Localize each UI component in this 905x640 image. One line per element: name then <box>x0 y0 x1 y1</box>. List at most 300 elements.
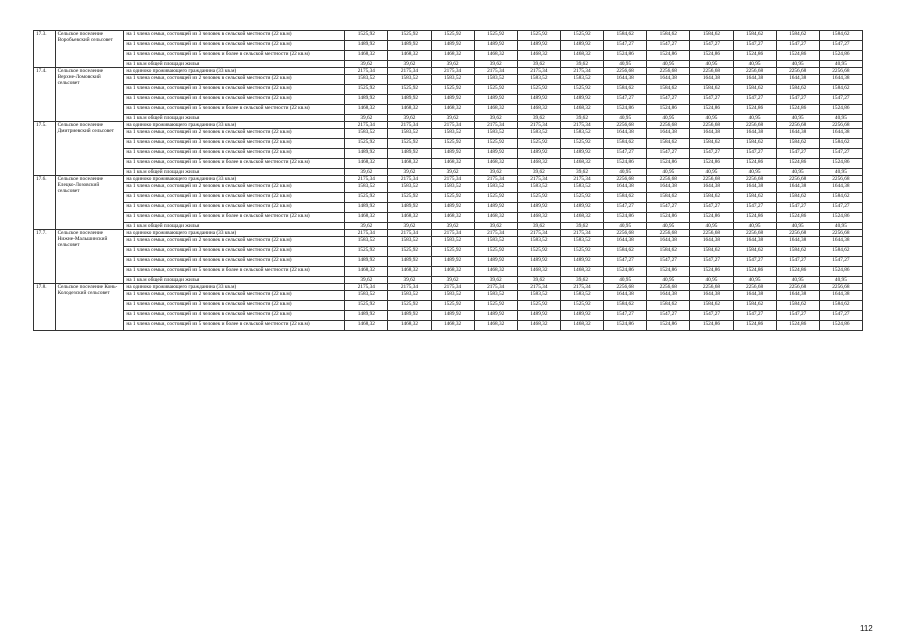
value-cell: 40,95 <box>690 115 733 122</box>
value-cell: 1584,62 <box>647 193 690 203</box>
category-label: на одиноко проживающего гражданина (33 кв.м) <box>124 122 345 129</box>
value-cell: 1583,52 <box>560 291 603 301</box>
value-cell: 39,62 <box>345 169 388 176</box>
value-cell: 2256,68 <box>776 122 819 129</box>
value-cell: 1583,52 <box>560 75 603 85</box>
table-row <box>34 267 863 277</box>
value-cell: 2256,68 <box>647 122 690 129</box>
section-number: 17.4. <box>34 68 56 122</box>
value-cell: 39,62 <box>388 169 431 176</box>
value-cell: 2175,34 <box>517 284 560 291</box>
table-row <box>34 284 863 291</box>
value-cell: 1583,52 <box>560 129 603 139</box>
value-cell: 2256,68 <box>647 68 690 75</box>
value-cell: 1584,62 <box>776 301 819 311</box>
value-cell: 2256,68 <box>690 122 733 129</box>
table-row <box>34 61 863 68</box>
value-cell: 2256,68 <box>690 284 733 291</box>
value-cell: 1547,27 <box>733 95 776 105</box>
category-label: на 1 члена семьи, состоящей из 5 человек и более в сельской местности (22 кв.м) <box>124 159 345 169</box>
value-cell: 2256,68 <box>776 176 819 183</box>
value-cell: 2256,68 <box>647 176 690 183</box>
value-cell: 1584,62 <box>819 247 862 257</box>
value-cell: 39,62 <box>474 277 517 284</box>
value-cell: 1525,92 <box>517 301 560 311</box>
value-cell: 1584,62 <box>690 85 733 95</box>
value-cell: 39,62 <box>560 115 603 122</box>
value-cell: 40,95 <box>776 61 819 68</box>
value-cell: 1489,92 <box>517 311 560 321</box>
category-label: на 1 члена семьи, состоящей из 5 человек и более в сельской местности (22 кв.м) <box>124 105 345 115</box>
value-cell: 40,95 <box>647 61 690 68</box>
table-row <box>34 149 863 159</box>
value-cell: 1468,32 <box>345 159 388 169</box>
value-cell: 40,95 <box>819 115 862 122</box>
value-cell: 40,95 <box>776 169 819 176</box>
table-row <box>34 277 863 284</box>
value-cell: 2256,68 <box>604 176 647 183</box>
value-cell: 1525,92 <box>345 31 388 41</box>
value-cell: 1468,32 <box>431 51 474 61</box>
value-cell: 1525,92 <box>388 301 431 311</box>
category-label: на 1 кв.м общей площади жилья <box>124 277 345 284</box>
table-row <box>34 41 863 51</box>
value-cell: 1584,62 <box>604 85 647 95</box>
value-cell: 2175,34 <box>431 122 474 129</box>
value-cell: 1644,38 <box>690 129 733 139</box>
value-cell: 39,62 <box>474 61 517 68</box>
value-cell: 1525,92 <box>560 139 603 149</box>
value-cell: 39,62 <box>474 223 517 230</box>
value-cell: 2256,68 <box>776 230 819 237</box>
value-cell: 1489,92 <box>345 95 388 105</box>
value-cell: 40,95 <box>690 277 733 284</box>
value-cell: 1524,86 <box>604 51 647 61</box>
value-cell: 1584,62 <box>819 31 862 41</box>
value-cell: 1547,27 <box>819 95 862 105</box>
category-label: на 1 члена семьи, состоящей из 4 человек в сельской местности (22 кв.м) <box>124 311 345 321</box>
value-cell: 1468,32 <box>517 267 560 277</box>
value-cell: 2175,34 <box>345 68 388 75</box>
value-cell: 1583,52 <box>517 183 560 193</box>
value-cell: 1644,38 <box>690 291 733 301</box>
table-row <box>34 176 863 183</box>
value-cell: 39,62 <box>431 223 474 230</box>
value-cell: 1525,92 <box>517 193 560 203</box>
value-cell: 1489,92 <box>345 149 388 159</box>
value-cell: 1525,92 <box>517 85 560 95</box>
value-cell: 1584,62 <box>819 193 862 203</box>
value-cell: 2175,34 <box>388 284 431 291</box>
category-label: на одиноко проживающего гражданина (33 кв.м) <box>124 68 345 75</box>
value-cell: 1468,32 <box>345 321 388 331</box>
value-cell: 40,95 <box>604 277 647 284</box>
value-cell: 1525,92 <box>560 31 603 41</box>
value-cell: 1524,86 <box>690 105 733 115</box>
value-cell: 1584,62 <box>690 139 733 149</box>
value-cell: 1489,92 <box>560 149 603 159</box>
value-cell: 40,95 <box>647 169 690 176</box>
value-cell: 1524,86 <box>604 267 647 277</box>
value-cell: 1489,92 <box>474 41 517 51</box>
value-cell: 1525,92 <box>388 139 431 149</box>
value-cell: 40,95 <box>819 277 862 284</box>
category-label: на 1 члена семьи, состоящей из 3 человек в сельской местности (22 кв.м) <box>124 139 345 149</box>
settlement-name: Сельское поселение Конь-Колодезский сельсовет <box>55 284 124 331</box>
value-cell: 1489,92 <box>474 203 517 213</box>
settlement-name: Сельское поселение Елецко-Лозовский сельсовет <box>55 176 124 230</box>
value-cell: 1468,32 <box>560 321 603 331</box>
value-cell: 40,95 <box>604 61 647 68</box>
category-label: на 1 члена семьи, состоящей из 2 человек в сельской местности (22 кв.м) <box>124 291 345 301</box>
value-cell: 1644,38 <box>690 183 733 193</box>
value-cell: 39,62 <box>345 223 388 230</box>
value-cell: 40,95 <box>690 223 733 230</box>
value-cell: 2175,34 <box>345 284 388 291</box>
value-cell: 1583,52 <box>431 237 474 247</box>
value-cell: 1584,62 <box>733 301 776 311</box>
value-cell: 40,95 <box>604 169 647 176</box>
value-cell: 2256,68 <box>819 68 862 75</box>
value-cell: 1547,27 <box>776 95 819 105</box>
value-cell: 2175,34 <box>388 68 431 75</box>
value-cell: 1583,52 <box>388 129 431 139</box>
value-cell: 1524,86 <box>690 321 733 331</box>
table-row <box>34 257 863 267</box>
value-cell: 1489,92 <box>560 41 603 51</box>
category-label: на 1 члена семьи, состоящей из 4 человек в сельской местности (22 кв.м) <box>124 95 345 105</box>
value-cell: 1547,27 <box>690 149 733 159</box>
value-cell: 1524,86 <box>819 267 862 277</box>
value-cell: 1489,92 <box>560 311 603 321</box>
category-label: на одиноко проживающего гражданина (33 кв.м) <box>124 230 345 237</box>
value-cell: 1525,92 <box>431 85 474 95</box>
value-cell: 1524,86 <box>776 321 819 331</box>
value-cell: 1583,52 <box>345 129 388 139</box>
page-number: 112 <box>860 624 873 633</box>
value-cell: 1524,86 <box>604 213 647 223</box>
value-cell: 39,62 <box>431 115 474 122</box>
settlement-name: Сельское поселение Верхне-Ломовский сельсовет <box>55 68 124 122</box>
value-cell: 1468,32 <box>517 213 560 223</box>
value-cell: 1525,92 <box>474 139 517 149</box>
value-cell: 1524,86 <box>776 267 819 277</box>
value-cell: 1524,86 <box>733 51 776 61</box>
value-cell: 1489,92 <box>560 257 603 267</box>
value-cell: 1524,86 <box>690 159 733 169</box>
value-cell: 1468,32 <box>517 105 560 115</box>
value-cell: 1468,32 <box>560 267 603 277</box>
value-cell: 1468,32 <box>431 321 474 331</box>
value-cell: 39,62 <box>345 61 388 68</box>
value-cell: 1525,92 <box>560 247 603 257</box>
value-cell: 1468,32 <box>388 105 431 115</box>
value-cell: 1547,27 <box>604 149 647 159</box>
value-cell: 2256,68 <box>733 122 776 129</box>
value-cell: 2256,68 <box>690 230 733 237</box>
value-cell: 40,95 <box>819 169 862 176</box>
value-cell: 1489,92 <box>474 311 517 321</box>
category-label: на 1 члена семьи, состоящей из 5 человек и более в сельской местности (22 кв.м) <box>124 213 345 223</box>
table-row <box>34 129 863 139</box>
value-cell: 39,62 <box>517 277 560 284</box>
category-label: на 1 члена семьи, состоящей из 4 человек в сельской местности (22 кв.м) <box>124 203 345 213</box>
category-label: на 1 члена семьи, состоящей из 2 человек в сельской местности (22 кв.м) <box>124 237 345 247</box>
value-cell: 1489,92 <box>431 311 474 321</box>
value-cell: 1489,92 <box>388 149 431 159</box>
value-cell: 1525,92 <box>431 193 474 203</box>
value-cell: 1525,92 <box>474 247 517 257</box>
value-cell: 2256,68 <box>733 176 776 183</box>
value-cell: 2175,34 <box>388 122 431 129</box>
value-cell: 40,95 <box>647 115 690 122</box>
value-cell: 39,62 <box>517 223 560 230</box>
value-cell: 2175,34 <box>560 230 603 237</box>
category-label: на 1 члена семьи, состоящей из 4 человек в сельской местности (22 кв.м) <box>124 149 345 159</box>
value-cell: 1525,92 <box>517 247 560 257</box>
table-row <box>34 105 863 115</box>
value-cell: 2175,34 <box>431 230 474 237</box>
table-row <box>34 169 863 176</box>
value-cell: 2175,34 <box>560 176 603 183</box>
value-cell: 1583,52 <box>560 183 603 193</box>
value-cell: 39,62 <box>388 115 431 122</box>
value-cell: 1524,86 <box>647 321 690 331</box>
value-cell: 1583,52 <box>345 75 388 85</box>
table-row <box>34 31 863 41</box>
section-number: 17.5. <box>34 122 56 176</box>
value-cell: 2256,68 <box>776 284 819 291</box>
value-cell: 1524,86 <box>604 321 647 331</box>
value-cell: 40,95 <box>733 61 776 68</box>
value-cell: 1468,32 <box>474 51 517 61</box>
value-cell: 1584,62 <box>604 301 647 311</box>
value-cell: 1524,86 <box>776 213 819 223</box>
value-cell: 1525,92 <box>388 31 431 41</box>
value-cell: 40,95 <box>733 277 776 284</box>
value-cell: 1584,62 <box>647 139 690 149</box>
category-label: на 1 члена семьи, состоящей из 3 человек в сельской местности (22 кв.м) <box>124 301 345 311</box>
category-label: на 1 кв.м общей площади жилья <box>124 223 345 230</box>
value-cell: 1583,52 <box>388 291 431 301</box>
value-cell: 1489,92 <box>388 257 431 267</box>
value-cell: 1583,52 <box>474 237 517 247</box>
value-cell: 2175,34 <box>388 176 431 183</box>
table-row <box>34 51 863 61</box>
value-cell: 2256,68 <box>690 176 733 183</box>
value-cell: 1547,27 <box>776 311 819 321</box>
category-label: на 1 члена семьи, состоящей из 2 человек в сельской местности (22 кв.м) <box>124 183 345 193</box>
value-cell: 1644,38 <box>647 75 690 85</box>
value-cell: 40,95 <box>690 61 733 68</box>
value-cell: 1525,92 <box>560 301 603 311</box>
value-cell: 39,62 <box>560 277 603 284</box>
value-cell: 1525,92 <box>388 247 431 257</box>
value-cell: 40,95 <box>604 115 647 122</box>
value-cell: 39,62 <box>517 61 560 68</box>
value-cell: 1584,62 <box>647 31 690 41</box>
value-cell: 1524,86 <box>604 105 647 115</box>
value-cell: 1525,92 <box>345 301 388 311</box>
value-cell: 1489,92 <box>560 203 603 213</box>
value-cell: 2256,68 <box>819 230 862 237</box>
category-label: на 1 члена семьи, состоящей из 3 человек в сельской местности (22 кв.м) <box>124 85 345 95</box>
value-cell: 1584,62 <box>647 85 690 95</box>
value-cell: 1468,32 <box>431 267 474 277</box>
category-label: на 1 члена семьи, состоящей из 5 человек и более в сельской местности (22 кв.м) <box>124 321 345 331</box>
value-cell: 40,95 <box>819 223 862 230</box>
value-cell: 1644,38 <box>819 129 862 139</box>
value-cell: 1547,27 <box>690 311 733 321</box>
value-cell: 39,62 <box>431 277 474 284</box>
value-cell: 1583,52 <box>517 291 560 301</box>
value-cell: 1584,62 <box>733 193 776 203</box>
value-cell: 1644,38 <box>733 129 776 139</box>
value-cell: 1525,92 <box>345 247 388 257</box>
table-row <box>34 311 863 321</box>
value-cell: 1524,86 <box>647 105 690 115</box>
value-cell: 1524,86 <box>647 159 690 169</box>
value-cell: 40,95 <box>690 169 733 176</box>
table-row <box>34 193 863 203</box>
value-cell: 1547,27 <box>733 257 776 267</box>
value-cell: 2175,34 <box>431 284 474 291</box>
value-cell: 40,95 <box>776 223 819 230</box>
value-cell: 1524,86 <box>690 51 733 61</box>
value-cell: 1468,32 <box>431 213 474 223</box>
value-cell: 1583,52 <box>431 183 474 193</box>
value-cell: 1547,27 <box>604 257 647 267</box>
value-cell: 1525,92 <box>345 85 388 95</box>
value-cell: 1583,52 <box>431 129 474 139</box>
value-cell: 1644,38 <box>604 129 647 139</box>
value-cell: 1644,38 <box>604 291 647 301</box>
value-cell: 2175,34 <box>560 122 603 129</box>
value-cell: 39,62 <box>345 277 388 284</box>
value-cell: 1489,92 <box>517 257 560 267</box>
value-cell: 1468,32 <box>517 51 560 61</box>
value-cell: 1524,86 <box>733 159 776 169</box>
category-label: на 1 кв.м общей площади жилья <box>124 115 345 122</box>
value-cell: 1644,38 <box>776 237 819 247</box>
value-cell: 1584,62 <box>776 139 819 149</box>
value-cell: 1525,92 <box>431 247 474 257</box>
value-cell: 1547,27 <box>819 149 862 159</box>
value-cell: 1644,38 <box>733 237 776 247</box>
value-cell: 1489,92 <box>388 95 431 105</box>
table-row <box>34 213 863 223</box>
value-cell: 1489,92 <box>474 95 517 105</box>
value-cell: 1525,92 <box>474 85 517 95</box>
value-cell: 1584,62 <box>733 31 776 41</box>
value-cell: 1525,92 <box>560 85 603 95</box>
table-row <box>34 75 863 85</box>
value-cell: 2256,68 <box>819 176 862 183</box>
value-cell: 1644,38 <box>690 75 733 85</box>
value-cell: 1489,92 <box>345 257 388 267</box>
value-cell: 1489,92 <box>388 41 431 51</box>
table-row <box>34 115 863 122</box>
value-cell: 1524,86 <box>819 51 862 61</box>
category-label: на 1 члена семьи, состоящей из 4 человек в сельской местности (22 кв.м) <box>124 257 345 267</box>
value-cell: 1524,86 <box>733 213 776 223</box>
value-cell: 1489,92 <box>517 149 560 159</box>
value-cell: 1525,92 <box>560 193 603 203</box>
value-cell: 1547,27 <box>647 257 690 267</box>
value-cell: 1489,92 <box>560 95 603 105</box>
category-label: на 1 кв.м общей площади жилья <box>124 61 345 68</box>
value-cell: 1524,86 <box>690 213 733 223</box>
value-cell: 1644,38 <box>733 183 776 193</box>
table-row <box>34 68 863 75</box>
value-cell: 1644,38 <box>604 183 647 193</box>
value-cell: 40,95 <box>733 169 776 176</box>
value-cell: 1547,27 <box>690 41 733 51</box>
value-cell: 39,62 <box>388 277 431 284</box>
value-cell: 2175,34 <box>474 230 517 237</box>
value-cell: 1644,38 <box>819 183 862 193</box>
value-cell: 1489,92 <box>388 203 431 213</box>
value-cell: 2256,68 <box>604 230 647 237</box>
value-cell: 1524,86 <box>733 267 776 277</box>
value-cell: 2175,34 <box>345 176 388 183</box>
value-cell: 1525,92 <box>517 139 560 149</box>
category-label: на 1 члена семьи, состоящей из 3 человек в сельской местности (22 кв.м) <box>124 193 345 203</box>
value-cell: 40,95 <box>733 115 776 122</box>
value-cell: 1644,38 <box>604 75 647 85</box>
value-cell: 1489,92 <box>345 311 388 321</box>
value-cell: 1489,92 <box>431 95 474 105</box>
table-row <box>34 203 863 213</box>
value-cell: 2256,68 <box>647 230 690 237</box>
value-cell: 2256,68 <box>819 284 862 291</box>
value-cell: 1584,62 <box>604 139 647 149</box>
value-cell: 1468,32 <box>431 105 474 115</box>
value-cell: 1468,32 <box>474 159 517 169</box>
value-cell: 1584,62 <box>647 247 690 257</box>
value-cell: 40,95 <box>819 61 862 68</box>
value-cell: 1468,32 <box>388 267 431 277</box>
category-label: на 1 члена семьи, состоящей из 2 человек в сельской местности (22 кв.м) <box>124 75 345 85</box>
value-cell: 1489,92 <box>431 203 474 213</box>
value-cell: 1468,32 <box>474 321 517 331</box>
value-cell: 1524,86 <box>647 267 690 277</box>
table-row <box>34 247 863 257</box>
value-cell: 1584,62 <box>776 31 819 41</box>
value-cell: 1468,32 <box>474 105 517 115</box>
value-cell: 1468,32 <box>431 159 474 169</box>
value-cell: 39,62 <box>431 61 474 68</box>
value-cell: 2175,34 <box>560 284 603 291</box>
value-cell: 1583,52 <box>431 291 474 301</box>
value-cell: 1468,32 <box>388 213 431 223</box>
value-cell: 1547,27 <box>690 203 733 213</box>
section-number: 17.7. <box>34 230 56 284</box>
value-cell: 1489,92 <box>474 257 517 267</box>
value-cell: 1489,92 <box>345 41 388 51</box>
value-cell: 2175,34 <box>474 68 517 75</box>
settlement-name: Сельское поселение Дмитриевский сельсовет <box>55 122 124 176</box>
value-cell: 1468,32 <box>560 51 603 61</box>
category-label: на 1 члена семьи, состоящей из 4 человек в сельской местности (22 кв.м) <box>124 41 345 51</box>
value-cell: 1644,38 <box>776 183 819 193</box>
table-row <box>34 223 863 230</box>
value-cell: 1489,92 <box>517 203 560 213</box>
value-cell: 1468,32 <box>345 105 388 115</box>
table-row <box>34 159 863 169</box>
value-cell: 1584,62 <box>690 31 733 41</box>
value-cell: 1644,38 <box>690 237 733 247</box>
